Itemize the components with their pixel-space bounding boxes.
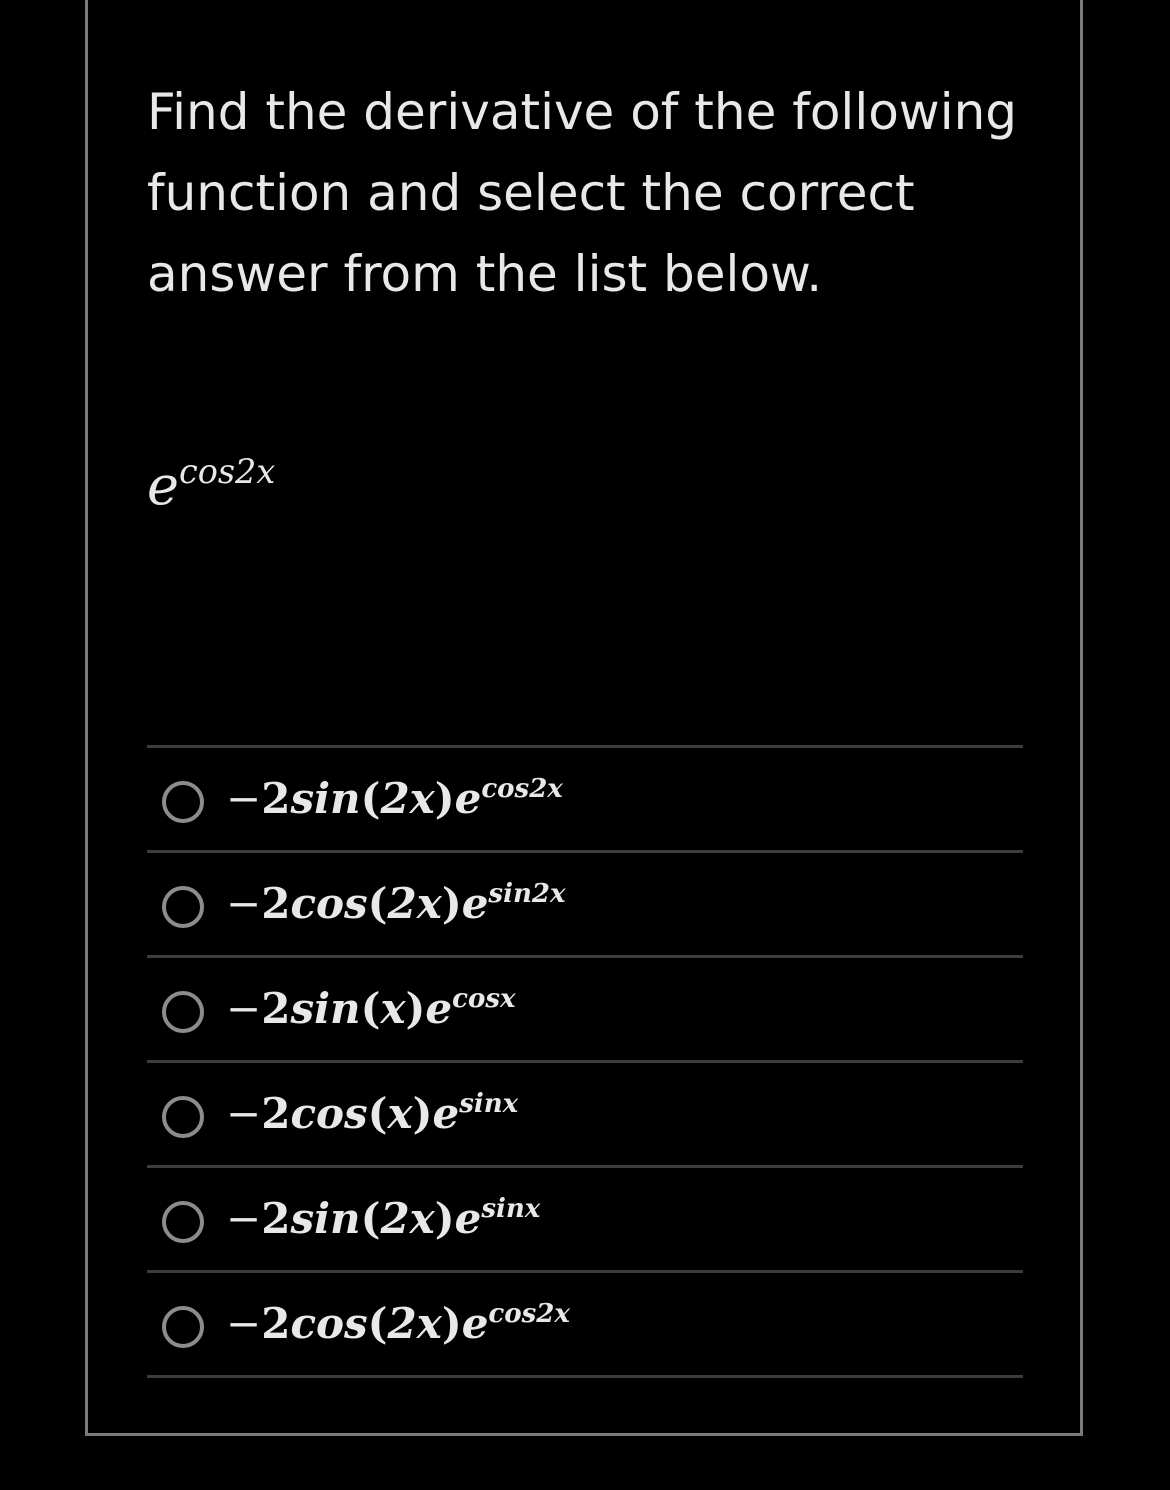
- radio-button[interactable]: [162, 991, 204, 1033]
- answer-option-6[interactable]: [147, 1273, 1023, 1378]
- answer-option-1[interactable]: [147, 748, 1023, 853]
- radio-button[interactable]: [162, 1096, 204, 1138]
- answer-options: [147, 745, 1023, 1378]
- radio-button[interactable]: [162, 1201, 204, 1243]
- answer-expression: $-2\cos(2x)e^{sin2x}$: [226, 878, 566, 928]
- answer-option-5[interactable]: [147, 1168, 1023, 1273]
- answer-expression: $-2\cos(x)e^{sinx}$: [226, 1088, 519, 1138]
- answer-expression: $-2\sin(x)e^{cosx}$: [226, 983, 516, 1033]
- function-base: e: [147, 454, 179, 517]
- radio-button[interactable]: [162, 886, 204, 928]
- answer-expression: $-2\cos(2x)e^{cos2x}$: [226, 1298, 570, 1348]
- answer-option-2[interactable]: [147, 853, 1023, 958]
- function-expression: [147, 446, 275, 526]
- answer-option-4[interactable]: [147, 1063, 1023, 1168]
- question-prompt: Find the derivative of the following function and select the correct answer from the list below.: [147, 83, 1018, 303]
- function-exponent: cos2x: [178, 452, 276, 492]
- answer-option-3[interactable]: [147, 958, 1023, 1063]
- radio-button[interactable]: [162, 781, 204, 823]
- answer-expression: $-2\sin(2x)e^{sinx}$: [226, 1193, 541, 1243]
- radio-button[interactable]: [162, 1306, 204, 1348]
- answer-expression: $-2\sin(2x)e^{cos2x}$: [226, 773, 563, 823]
